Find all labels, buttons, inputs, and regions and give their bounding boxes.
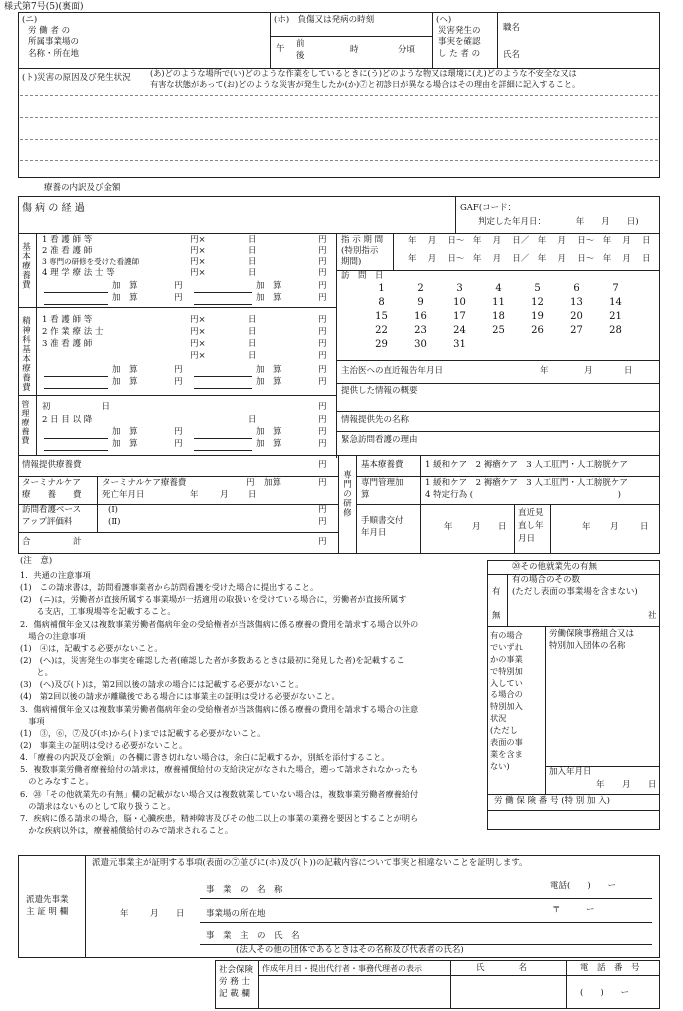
ampm-pm[interactable]: 後 <box>296 51 305 61</box>
psych-kasan-yen-b-0: 円 <box>318 365 327 375</box>
sharoshi-col-1: 氏 名 <box>476 963 528 973</box>
review-day: 日 <box>640 522 649 532</box>
psych-unit-yen-1: 円 <box>318 327 327 337</box>
worker-office-label-3: 名称・所在地 <box>28 49 80 59</box>
note-line: 場合の注意事項 <box>20 630 86 641</box>
psych-kasan-yen-b-1: 円 <box>318 377 327 387</box>
worker-office-label-0: (ニ) <box>22 15 38 25</box>
cause-note-1: 有害な状態があって(お)どのような災害が発生したか(か)⑦と初診日が異なる場合はその理由を詳細に記入すること。 <box>150 79 581 89</box>
baseup-row-1: (Ⅱ) <box>108 517 121 527</box>
visit-day-20[interactable]: 20 <box>570 311 583 322</box>
special-label-line: 特別加入 <box>490 701 523 712</box>
mgmt-row-0: 初 日 <box>42 402 111 412</box>
special-label-line: 入してい <box>490 677 523 688</box>
witness-label-1: 災害発生の <box>438 26 481 36</box>
mgmt-kasan-yen-b-0: 円 <box>318 427 327 437</box>
visit-day-8[interactable]: 8 <box>378 297 385 308</box>
course-label: 傷 病 の 経 過 <box>22 203 85 214</box>
basic-kasan-line-a-1 <box>44 304 108 305</box>
notes-title: (注 意) <box>20 556 53 566</box>
doctor-report-label: 主治医への直近報告年月日 <box>341 366 444 376</box>
mgmt-kasan-b-1: 加 算 <box>256 439 282 449</box>
special-label-line: で特別加 <box>490 665 523 676</box>
cause-note-0: (あ)どのような場所で(い)どのような作業をしているときに(う)どのような物又は環境に(え)どのような不安全な又は <box>150 68 577 78</box>
count-label-0: 有の場合のその数 <box>512 575 581 585</box>
psych-row-0: 1 看 護 師 等 <box>42 315 93 325</box>
visit-day-17[interactable]: 17 <box>453 311 466 322</box>
special-kasan-1: 算 <box>361 490 370 500</box>
visit-day-1[interactable]: 1 <box>378 283 385 294</box>
order-day: 日 <box>498 522 507 532</box>
note-line: (2) (ヘ)は，災害発生の事実を確認した者(確認した者が多数あるときは最初に発見した者)を記載するこ <box>20 654 405 665</box>
dispatch-biz-name: 事 業 の 名 称 <box>206 885 283 895</box>
dispatch-owner: 事 業 主 の 氏 名 <box>206 931 300 941</box>
witness-label-3: し た 者 の <box>438 49 481 59</box>
count-label-1: (ただし表面の事業場を含まない) <box>512 587 638 597</box>
psych-kasan-a-0: 加 算 <box>112 365 138 375</box>
notes-list <box>20 569 482 836</box>
visit-day-3[interactable]: 3 <box>456 283 463 294</box>
mgmt-kasan-b-0: 加 算 <box>256 427 282 437</box>
basic-kasan-yen-b-1: 円 <box>318 293 327 303</box>
baseup-unit-1: 円 <box>318 517 327 527</box>
mgmt-kasan-yen-b-1: 円 <box>318 439 327 449</box>
mgmt-yen-0: 円 <box>318 402 327 412</box>
note-line: (4) 第2回以後の請求が離職後である場合には事業主の証明は受ける必要がないこと。 <box>20 691 340 702</box>
special-label-line: 表面の事 <box>490 737 523 748</box>
mgmt-kasan-yen-a-1: 円 <box>174 439 183 449</box>
basic-unit-yenx-3: 円× <box>190 268 206 278</box>
special-label-line: かの事業 <box>490 653 523 664</box>
form-id: 様式第7号(5)(裏面) <box>4 2 84 12</box>
visit-day-30[interactable]: 30 <box>414 339 427 350</box>
instruct-period-0[interactable]: 年 月 日～ 年 月 日／ 年 月 日～ 年 月 日 <box>408 236 651 246</box>
basic-unit-yenx-2: 円× <box>190 257 206 267</box>
visit-day-7[interactable]: 7 <box>612 283 619 294</box>
witness-label-2: 事実を確認 <box>438 37 481 47</box>
psych-kasan-yen-a-0: 円 <box>174 365 183 375</box>
baseup-unit-0: 円 <box>318 505 327 515</box>
death-day: 日 <box>248 490 257 500</box>
ampm-0: 午 <box>276 44 285 54</box>
sharoshi-label-0: 社会保険 <box>219 965 254 975</box>
special-label-line: (ただし <box>490 725 518 736</box>
sharoshi-label-1: 労 務 士 <box>219 977 250 987</box>
visit-day-23[interactable]: 23 <box>414 325 427 336</box>
info-fee-unit: 円 <box>318 460 327 470</box>
note-line: の請求はないものとして取り扱うこと。 <box>20 800 176 811</box>
other-job-no[interactable]: 無 <box>492 611 501 621</box>
basic-kasan-a-0: 加 算 <box>112 281 138 291</box>
instruct-label-2: 期間) <box>341 257 362 267</box>
special-label-line: でいずれ <box>490 641 523 652</box>
ampm-am[interactable]: 前 <box>296 39 305 49</box>
visit-day-11[interactable]: 11 <box>492 297 505 308</box>
join-year: 年 <box>596 780 605 790</box>
dispatch-address: 事業場の所在地 <box>206 909 266 919</box>
visit-day-28[interactable]: 28 <box>609 325 622 336</box>
terminal-kasan-unit: 円 <box>318 478 327 488</box>
visit-day-27[interactable]: 27 <box>570 325 583 336</box>
mgmt-yen-1: 円 <box>318 415 327 425</box>
note-line: 1．共通の注意事項 <box>20 570 91 580</box>
other-job-title: ⑳その他就業先の有無 <box>512 562 598 572</box>
basic-unit-yen-1: 円 <box>318 246 327 256</box>
basic-unit-yen-2: 円 <box>318 257 327 267</box>
witness-title-label: 職名 <box>503 23 521 33</box>
psych-label: 精神科基本療養費 <box>20 316 31 392</box>
sharoshi-phone[interactable]: ( ) ー <box>580 988 630 998</box>
basic-unit-yenx-0: 円× <box>190 235 206 245</box>
join-day: 日 <box>648 780 657 790</box>
note-line: 4．「療養の内訳及び金額」の各欄に書き切れない場合は，余白に記載するか，別紙を添付すること。 <box>20 752 390 763</box>
union-label-1: 特別加入団体の名称 <box>549 641 626 651</box>
visit-day-18[interactable]: 18 <box>492 311 505 322</box>
minute-unit: 分頃 <box>398 45 416 55</box>
basic-unit-day-0: 日 <box>248 235 257 245</box>
psych-kasan-line-a-0 <box>44 376 108 377</box>
note-line: かな疾病以外は，療養補償給付のみで請求されること。 <box>20 824 233 835</box>
psych-unit-yen-2: 円 <box>318 339 327 349</box>
note-line: 事項 <box>20 715 45 726</box>
doctor-report-day: 日 <box>624 366 633 376</box>
emergency-label: 緊急訪問看護の理由 <box>341 435 418 445</box>
psych-kasan-line-b-1 <box>194 388 252 389</box>
care-section-title: 療養の内訳及び金額 <box>44 183 121 193</box>
sharoshi-col-2: 電 話 番 号 <box>580 963 640 973</box>
psych-unit-day-1: 日 <box>248 327 257 337</box>
mgmt-kasan-a-0: 加 算 <box>112 427 138 437</box>
basic-unit-day-1: 日 <box>248 246 257 256</box>
info-fee-label: 情報提供療養費 <box>22 460 82 470</box>
injury-time-label: (ホ) 負傷又は発病の時刻 <box>274 15 375 25</box>
death-date-label: 死亡年月日 <box>102 490 145 500</box>
basic-kasan-line-b-1 <box>194 304 252 305</box>
recent-review-2: 月日 <box>518 534 536 544</box>
care-types-1[interactable]: 1 緩和ケア 2 褥瘡ケア 3 人工肛門・人工膀胱ケア <box>425 478 628 488</box>
basic-row-3: 4 理 学 療 法 士 等 <box>42 268 115 278</box>
note-line: 3．傷病補償年金又は複数事業労働者傷病年金の受給権者が当該傷病に係る療養の費用を請求する場合の注意 <box>20 703 419 714</box>
dispatch-postal[interactable]: 〒 ー <box>552 905 595 915</box>
visit-day-25[interactable]: 25 <box>492 325 505 336</box>
special-kasan-0: 専門管理加 <box>361 478 404 488</box>
basic-unit-day-2: 日 <box>248 257 257 267</box>
basic-row-1: 2 准 看 護 師 <box>42 246 93 256</box>
psych-unit-yenx-3: 円× <box>190 351 206 361</box>
mgmt-kasan-line-a-0 <box>44 438 108 439</box>
dispatch-label-0: 派遣先事業 <box>26 895 69 905</box>
special-label-line: る場合の <box>490 689 523 700</box>
visit-day-26[interactable]: 26 <box>531 325 544 336</box>
instruct-label-1: (特別指示 <box>341 246 379 256</box>
instruct-label-0: 指 示 期 間 <box>341 235 384 245</box>
basic-kasan-b-0: 加 算 <box>256 281 282 291</box>
visit-day-12[interactable]: 12 <box>531 297 544 308</box>
baseup-row-0: (Ⅰ) <box>108 505 118 515</box>
instruct-period-1[interactable]: 年 月 日～ 年 月 日／ 年 月 日～ 年 月 日 <box>408 254 651 264</box>
dispatch-corp-note: (法人その他の団体であるときはその名称及び代表者の氏名) <box>236 945 464 955</box>
death-month: 月 <box>220 490 229 500</box>
psych-unit-day-2: 日 <box>248 339 257 349</box>
psych-unit-yenx-0: 円× <box>190 315 206 325</box>
terminal-fee-label: ターミナルケア療養費 <box>102 478 187 488</box>
mgmt-kasan-line-a-1 <box>44 450 108 451</box>
visit-day-13[interactable]: 13 <box>570 297 583 308</box>
dispatch-day: 日 <box>176 909 185 919</box>
special-join-label <box>490 630 544 773</box>
recent-review-1: 直し年 <box>518 521 544 531</box>
terminal-label-1: 療 養 費 <box>22 490 82 500</box>
review-year: 年 <box>582 522 591 532</box>
dispatch-label-1: 主 証 明 欄 <box>26 907 69 917</box>
mgmt-kasan-yen-a-0: 円 <box>174 427 183 437</box>
witness-label-0: (ヘ) <box>436 15 452 25</box>
order-date-1: 年月日 <box>361 528 387 538</box>
dispatch-year: 年 <box>120 909 129 919</box>
basic-kasan-yen-a-0: 円 <box>174 281 183 291</box>
insurance-no-label: 労 働 保 険 番 号 (特 別 加 入) <box>494 796 610 806</box>
basic-kasan-a-1: 加 算 <box>112 293 138 303</box>
basic-kasan-b-1: 加 算 <box>256 293 282 303</box>
psych-unit-day-0: 日 <box>248 315 257 325</box>
visit-day-5[interactable]: 5 <box>534 283 541 294</box>
special-label-line: 有の場合 <box>490 630 523 640</box>
psych-unit-yen-0: 円 <box>318 315 327 325</box>
note-line: (1) この請求書は，訪問看護事業者から訪問看護を受けた場合に提出すること。 <box>20 582 319 593</box>
note-line: 7．疾病に係る請求の場合，脳・心臓疾患，精神障害及びその他二以上の事業の業務を要因とすることが明ら <box>20 812 419 823</box>
recent-review-0: 直近見 <box>518 508 544 518</box>
visit-day-9[interactable]: 9 <box>417 297 424 308</box>
psych-kasan-yen-a-1: 円 <box>174 377 183 387</box>
special-label-line: 業を含ま <box>490 748 523 759</box>
mgmt-kasan-a-1: 加 算 <box>112 439 138 449</box>
basic-kasan-line-a-0 <box>44 292 108 293</box>
psych-unit-yenx-2: 円× <box>190 339 206 349</box>
psych-unit-yenx-1: 円× <box>190 327 206 337</box>
visit-day-16[interactable]: 16 <box>414 311 427 322</box>
psych-kasan-b-1: 加 算 <box>256 377 282 387</box>
specialist-basic-fee: 基本療養費 <box>361 460 404 470</box>
total-unit: 円 <box>318 537 327 547</box>
mgmt-row-1: 2 日 目 以 降 <box>42 415 93 425</box>
death-year: 年 <box>190 490 199 500</box>
specialist-label: 専門の研修 <box>341 470 352 518</box>
doctor-report-year: 年 <box>540 366 549 376</box>
mgmt-label: 管理療養費 <box>21 400 30 445</box>
hour-unit: 時 <box>350 45 359 55</box>
psych-row-1: 2 作 業 療 法 士 <box>42 327 104 337</box>
cause-label: (ト)災害の原因及び発生状況 <box>22 73 131 83</box>
note-line: (2) (ニ)は，労働者が直接所属する事業場が一括適用の取扱いを受けている場合に，労働者が直接所属す <box>20 594 407 605</box>
visit-label: 訪 問 日 <box>341 271 384 281</box>
doctor-report-month: 月 <box>584 366 593 376</box>
order-month: 月 <box>472 522 481 532</box>
psych-kasan-line-a-1 <box>44 388 108 389</box>
note-line: 5．複数事業労働者療養給付の請求は，療養補償給付の支給決定がなされた場合，遡って請求されなかったも <box>20 764 419 775</box>
visit-day-22[interactable]: 22 <box>375 325 388 336</box>
note-line: のとみなすこと。 <box>20 776 94 787</box>
mgmt-kasan-line-b-1 <box>194 450 252 451</box>
special-label-line: 状況 <box>490 713 507 724</box>
other-job-yes[interactable]: 有 <box>492 587 501 597</box>
psych-unit-yen-3: 円 <box>318 351 327 361</box>
worker-office-label-1: 労 働 者 の <box>28 26 71 36</box>
note-line: 2．傷病補償年金又は複数事業労働者傷病年金の受給権者が当該傷病に係る療養の費用を請求する場合以外の <box>20 618 419 629</box>
dispatch-cert-text: 派遣元事業主が証明する事項(表面の⑦並びに(ホ)及び(ト))の記載内容について事実と相違ないことを証明します。 <box>92 858 528 868</box>
visit-day-2[interactable]: 2 <box>417 283 424 294</box>
visit-day-10[interactable]: 10 <box>453 297 466 308</box>
info-summary-label: 提供した情報の概要 <box>341 386 418 396</box>
sharoshi-col-0: 作成年月日・提出代行者・事務代理者の表示 <box>262 964 422 973</box>
terminal-fee-unit: 円 <box>246 478 255 488</box>
total-label: 合 計 <box>22 537 82 547</box>
mgmt-day: 日 <box>248 415 257 425</box>
note-line: (2) 事業主の証明は受ける必要がないこと。 <box>20 739 188 750</box>
mgmt-kasan-line-b-0 <box>194 438 252 439</box>
basic-kasan-yen-b-0: 円 <box>318 281 327 291</box>
psych-kasan-line-b-0 <box>194 376 252 377</box>
baseup-label-1: アップ評価料 <box>22 517 73 527</box>
special-act[interactable]: 4 特定行為 ( ) <box>425 490 621 500</box>
worker-office-field[interactable] <box>110 14 266 66</box>
psych-row-2: 3 准 看 護 師 <box>42 339 93 349</box>
visit-day-24[interactable]: 24 <box>453 325 466 336</box>
dispatch-phone[interactable]: 電話( ) ー <box>550 881 617 891</box>
basic-row-2: 3 専門の研修を受けた看護師 <box>42 257 140 266</box>
visit-days-grid <box>362 283 635 350</box>
basic-kasan-yen-a-1: 円 <box>174 293 183 303</box>
order-year: 年 <box>444 522 453 532</box>
gaf-date: 判定した年月日： 年 月 日) <box>478 217 639 227</box>
company-unit: 社 <box>648 611 657 621</box>
psych-kasan-a-1: 加 算 <box>112 377 138 387</box>
note-line: (3) (ヘ)及び(ト)は，第2回以後の請求の場合には記載する必要がないこと。 <box>20 679 304 690</box>
psych-unit-day-3: 日 <box>248 351 257 361</box>
basic-label: 基本療養費 <box>20 242 31 290</box>
note-line: る支店，工事現場等を記載すること。 <box>20 606 176 617</box>
note-line: と。 <box>20 667 53 678</box>
basic-unit-yen-3: 円 <box>318 268 327 278</box>
basic-unit-yenx-1: 円× <box>190 246 206 256</box>
union-label-0: 労働保険事務組合又は <box>549 629 635 639</box>
sharoshi-label-2: 記 載 欄 <box>219 989 250 999</box>
join-date-label: 加入年月日 <box>549 767 592 777</box>
note-line: (1) ③，⑥，⑦及び(ホ)から(ト)までは記載する必要がないこと。 <box>20 727 266 738</box>
review-month: 月 <box>610 522 619 532</box>
visit-day-19[interactable]: 19 <box>531 311 544 322</box>
visit-day-31[interactable]: 31 <box>453 339 466 350</box>
worker-office-label-2: 所属事業場の <box>28 37 80 47</box>
visit-day-15[interactable]: 15 <box>375 311 388 322</box>
baseup-label-0: 訪問看護ベース <box>22 505 82 515</box>
terminal-kasan-label: 加算 <box>264 478 282 488</box>
visit-day-6[interactable]: 6 <box>573 283 580 294</box>
visit-day-4[interactable]: 4 <box>495 283 502 294</box>
info-dest-label: 情報提供先の名称 <box>341 415 410 425</box>
visit-day-14[interactable]: 14 <box>609 297 622 308</box>
basic-kasan-line-b-0 <box>194 292 252 293</box>
visit-day-21[interactable]: 21 <box>609 311 622 322</box>
visit-day-29[interactable]: 29 <box>375 339 388 350</box>
psych-kasan-b-0: 加 算 <box>256 365 282 375</box>
terminal-label-0: ターミナルケア <box>22 478 81 488</box>
basic-row-0: 1 看 護 師 等 <box>42 235 93 245</box>
join-month: 月 <box>622 780 631 790</box>
note-line: (1) ④は，記載する必要がないこと。 <box>20 642 163 653</box>
gaf-label: GAF(コード： <box>460 203 517 213</box>
basic-unit-day-3: 日 <box>248 268 257 278</box>
dispatch-month: 月 <box>150 909 159 919</box>
witness-name-label: 氏名 <box>503 50 521 60</box>
basic-unit-yen-0: 円 <box>318 235 327 245</box>
order-date-0: 手順書交付 <box>361 516 404 526</box>
special-label-line: ない) <box>490 760 510 771</box>
care-types-0[interactable]: 1 緩和ケア 2 褥瘡ケア 3 人工肛門・人工膀胱ケア <box>425 460 628 470</box>
note-line: 6．⑳「その他就業先の有無」欄の記載がない場合又は複数就業していない場合は，複数事業労働者療養給付 <box>20 788 419 799</box>
